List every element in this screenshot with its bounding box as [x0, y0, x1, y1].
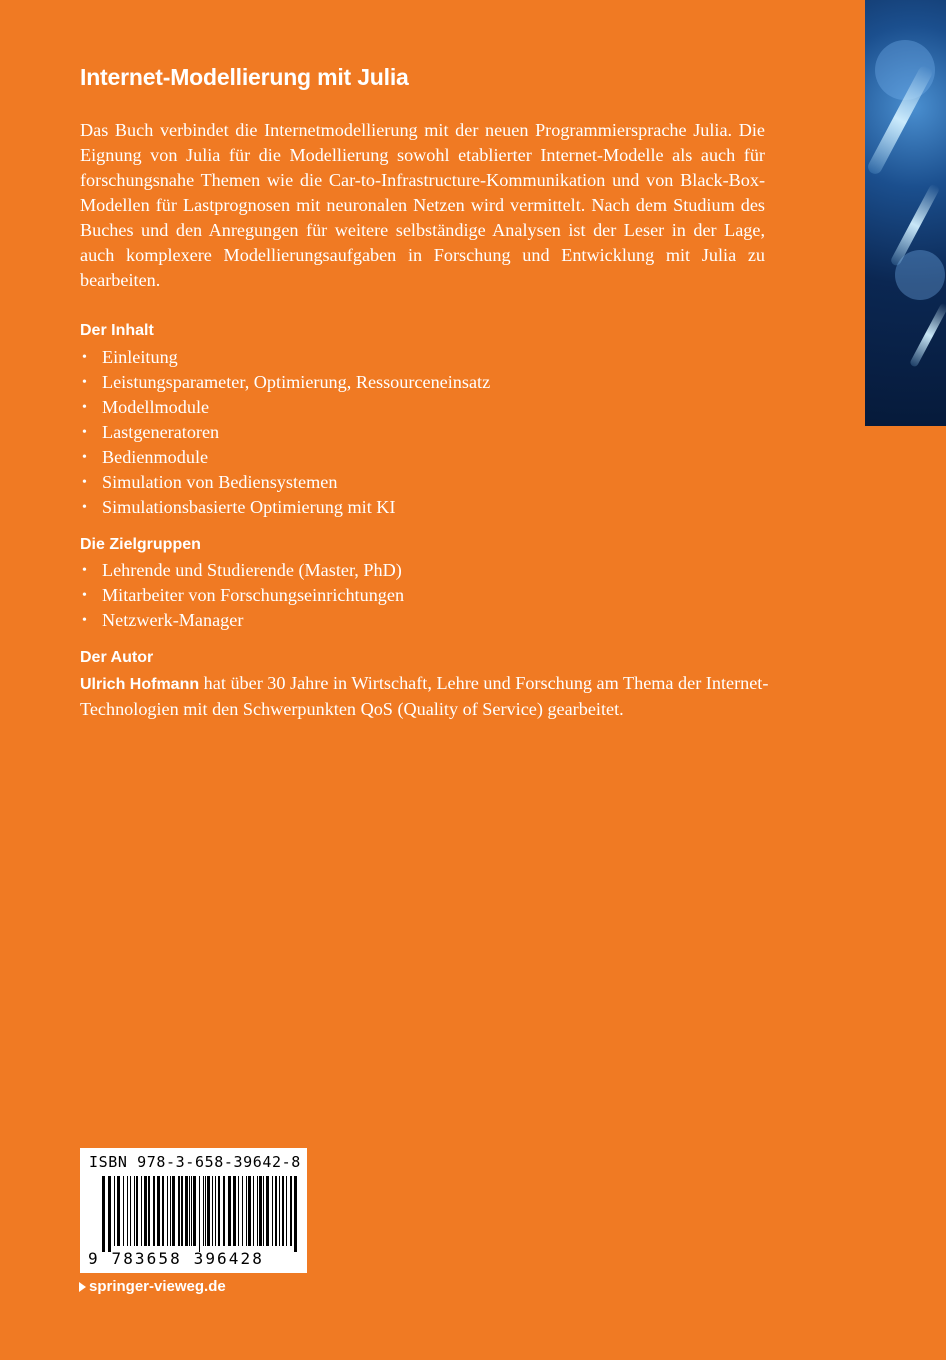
barcode-bar — [136, 1176, 138, 1246]
audience-heading: Die Zielgruppen — [80, 536, 201, 553]
barcode-bar — [102, 1176, 105, 1252]
list-item: • Einleitung — [80, 345, 490, 370]
author-heading: Der Autor — [80, 649, 154, 666]
barcode-bar — [117, 1176, 120, 1246]
author-name: Ulrich Hofmann — [80, 676, 200, 693]
content-list — [80, 345, 490, 520]
barcode-bar — [178, 1176, 180, 1246]
barcode-bar — [199, 1176, 200, 1252]
isbn-barcode — [80, 1148, 307, 1273]
barcode-bar — [141, 1176, 142, 1246]
list-item: • Modellmodule — [80, 395, 490, 420]
publisher-link[interactable] — [79, 1278, 226, 1295]
list-item: • Lehrende und Studierende (Master, PhD) — [80, 558, 404, 583]
barcode-bar — [215, 1176, 216, 1246]
list-item: • Leistungsparameter, Optimierung, Ressourceneinsatz — [80, 370, 490, 395]
barcode-bar — [148, 1176, 150, 1246]
barcode-bar — [203, 1176, 204, 1246]
barcode-bar — [167, 1176, 168, 1246]
content-heading: Der Inhalt — [80, 322, 154, 339]
barcode-bar — [172, 1176, 175, 1246]
barcode-bar — [205, 1176, 206, 1246]
barcode-bar — [193, 1176, 196, 1246]
barcode-bar — [134, 1176, 135, 1246]
intro-paragraph: Das Buch verbindet die Internetmodellierung mit der neuen Programmiersprache Julia. Die Eignung von Julia für die Modellierung sowohl etablierter Internet-Modelle als auch für forschungsnahe Themen wie die Car-to-Infrastructure-Kommunikation und von Black-Box-Modellen für Lastprognosen mit neuronalen Netzen wird vermittelt. Nach dem Studium des Buches und den Anregungen für weitere selbständige Analysen ist der Leser in der Lage, auch komplexere Modellierungsaufgaben in Forschung und Entwicklung mit Julia zu bearbeiten. — [80, 120, 765, 290]
barcode-bar — [228, 1176, 231, 1246]
barcode-bar — [248, 1176, 251, 1246]
author-paragraph — [80, 671, 770, 722]
barcode-bar — [157, 1176, 160, 1246]
barcode-bar — [282, 1176, 284, 1246]
barcode-bar — [286, 1176, 287, 1246]
barcode-bar — [162, 1176, 164, 1246]
bullet-icon: • — [82, 375, 87, 390]
bullet-icon: • — [82, 350, 87, 365]
publisher-label: springer-vieweg.de — [89, 1278, 226, 1295]
bullet-icon: • — [82, 588, 87, 603]
barcode-bar — [123, 1176, 124, 1246]
isbn-label: ISBN 978-3-658-39642-8 — [89, 1153, 301, 1171]
bullet-icon: • — [82, 450, 87, 465]
barcode-bar — [212, 1176, 213, 1246]
list-item: • Mitarbeiter von Forschungseinrichtungen — [80, 583, 404, 608]
barcode-bar — [185, 1176, 188, 1246]
barcode-bar — [108, 1176, 111, 1252]
barcode-bar — [263, 1176, 264, 1246]
barcode-bar — [290, 1176, 292, 1246]
list-item: • Bedienmodule — [80, 445, 490, 470]
barcode-bar — [181, 1176, 183, 1246]
bullet-icon: • — [82, 500, 87, 515]
list-item: • Netzwerk-Manager — [80, 608, 404, 633]
barcode-bar — [259, 1176, 262, 1246]
barcode-bar — [170, 1176, 171, 1246]
barcode-bar — [279, 1176, 280, 1246]
barcode-bar — [127, 1176, 128, 1246]
barcode-bar — [246, 1176, 247, 1246]
bullet-icon: • — [82, 425, 87, 440]
barcode-bar — [191, 1176, 192, 1246]
author-bio: hat über 30 Jahre in Wirtschaft, Lehre und Forschung am Thema der Internet-Technologien mit den Schwerpunkten QoS (Quality of Service) gearbeitet. — [80, 673, 769, 719]
barcode-bar — [189, 1176, 190, 1246]
barcode-bar — [144, 1176, 147, 1246]
arrow-right-icon — [79, 1282, 86, 1292]
barcode-bar — [257, 1176, 258, 1246]
bullet-icon: • — [82, 475, 87, 490]
barcode-bar — [233, 1176, 236, 1246]
bullet-icon: • — [82, 613, 87, 628]
audience-list — [80, 558, 404, 633]
barcode-bar — [114, 1176, 115, 1246]
barcode-bar — [218, 1176, 220, 1246]
barcode-bar — [253, 1176, 254, 1246]
barcode-bar — [294, 1176, 297, 1252]
book-title: Internet-Modellierung mit Julia — [80, 64, 409, 90]
list-item: • Simulationsbasierte Optimierung mit KI — [80, 495, 490, 520]
bullet-icon: • — [82, 563, 87, 578]
barcode-bar — [207, 1176, 210, 1246]
barcode-bar — [266, 1176, 269, 1246]
bullet-icon: • — [82, 400, 87, 415]
list-item: • Simulation von Bediensystemen — [80, 470, 490, 495]
cover-image-strip — [865, 0, 946, 426]
barcode-bar — [130, 1176, 131, 1246]
barcode-bar — [223, 1176, 225, 1246]
barcode-bars — [102, 1176, 298, 1252]
barcode-bar — [153, 1176, 155, 1246]
barcode-bar — [242, 1176, 243, 1246]
barcode-bar — [275, 1176, 277, 1246]
ean-digits: 9 783658 396428 — [88, 1249, 264, 1268]
barcode-bar — [238, 1176, 239, 1246]
barcode-bar — [272, 1176, 273, 1246]
list-item: • Lastgeneratoren — [80, 420, 490, 445]
